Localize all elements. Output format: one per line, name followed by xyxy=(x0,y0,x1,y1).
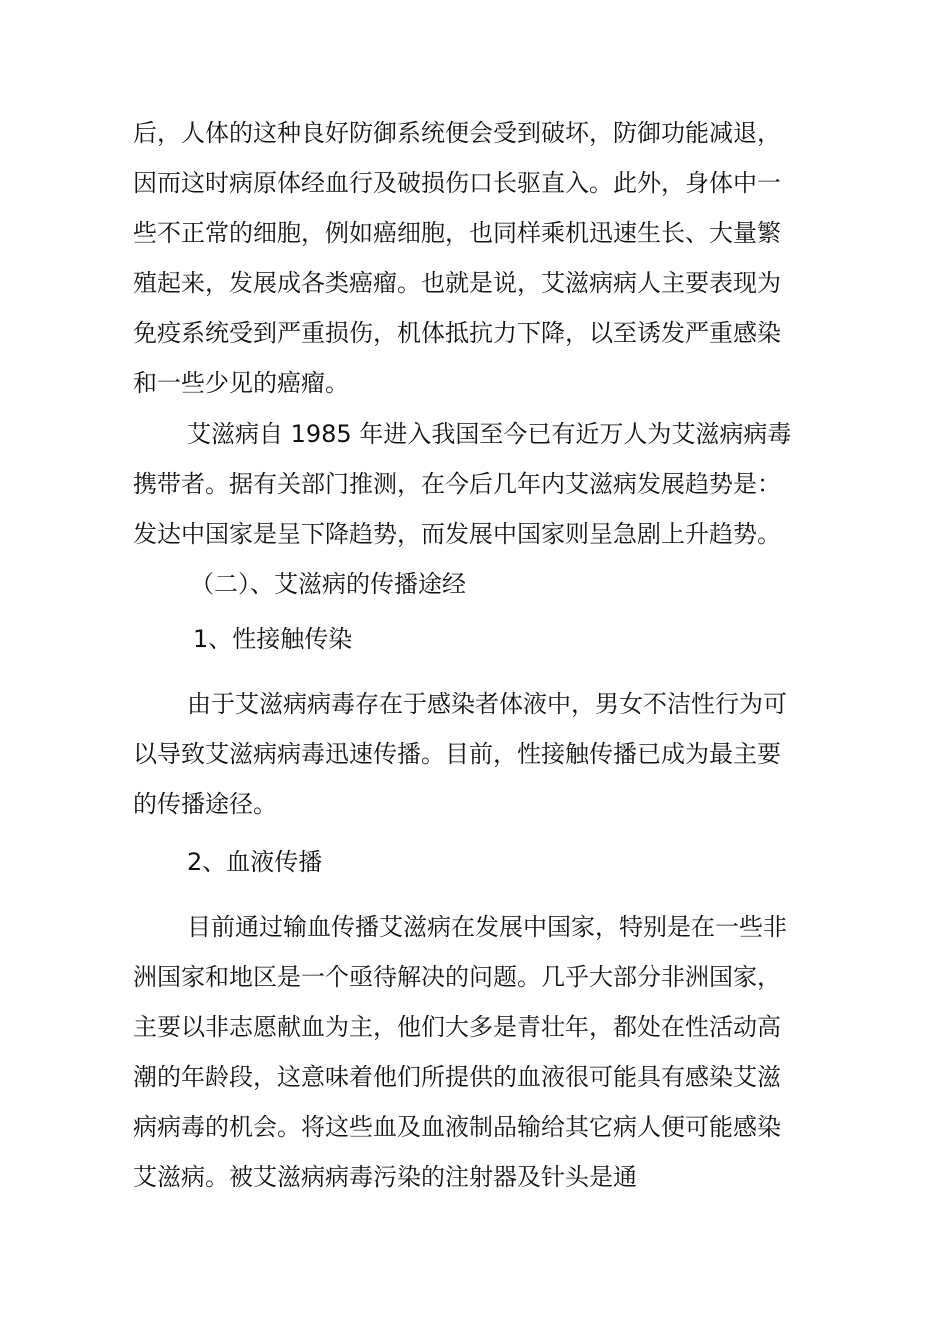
paragraph-line: 目前通过输血传播艾滋病在发展中国家，特别是在一些非 xyxy=(187,913,787,941)
paragraph-line: 后，人体的这种良好防御系统便会受到破坏，防御功能减退， xyxy=(133,119,781,147)
paragraph-line: 因而这时病原体经血行及破损伤口长驱直入。此外，身体中一 xyxy=(133,169,781,197)
paragraph-line: 艾滋病。被艾滋病病毒污染的注射器及针头是通 xyxy=(133,1163,637,1191)
paragraph-line: 由于艾滋病病毒存在于感染者体液中，男女不洁性行为可 xyxy=(187,690,787,718)
paragraph-line: 以导致艾滋病病毒迅速传播。目前，性接触传播已成为最主要 xyxy=(133,740,781,768)
paragraph-line: 免疫系统受到严重损伤，机体抵抗力下降，以至诱发严重感染 xyxy=(133,319,781,347)
subheading-sexual-transmission: 1、性接触传染 xyxy=(193,625,353,653)
paragraph-line: 的传播途径。 xyxy=(133,790,277,818)
paragraph-line: 和一些少见的癌瘤。 xyxy=(133,369,349,397)
subheading-blood-transmission: 2、血液传播 xyxy=(187,848,323,876)
paragraph-line: 主要以非志愿献血为主，他们大多是青壮年，都处在性活动高 xyxy=(133,1013,781,1041)
section-heading: （二）、艾滋病的传播途经 xyxy=(190,570,466,598)
paragraph-line: 艾滋病自 1985 年进入我国至今已有近万人为艾滋病病毒 xyxy=(187,420,792,448)
paragraph-line: 携带者。据有关部门推测，在今后几年内艾滋病发展趋势是： xyxy=(133,470,781,498)
paragraph-line: 发达中国家是呈下降趋势，而发展中国家则呈急剧上升趋势。 xyxy=(133,520,781,548)
paragraph-line: 些不正常的细胞，例如癌细胞，也同样乘机迅速生长、大量繁 xyxy=(133,219,781,247)
paragraph-line: 病病毒的机会。将这些血及血液制品输给其它病人便可能感染 xyxy=(133,1113,781,1141)
paragraph-line: 潮的年龄段，这意味着他们所提供的血液很可能具有感染艾滋 xyxy=(133,1063,781,1091)
paragraph-line: 殖起来，发展成各类癌瘤。也就是说，艾滋病病人主要表现为 xyxy=(133,269,781,297)
paragraph-line: 洲国家和地区是一个亟待解决的问题。几乎大部分非洲国家， xyxy=(133,963,781,991)
